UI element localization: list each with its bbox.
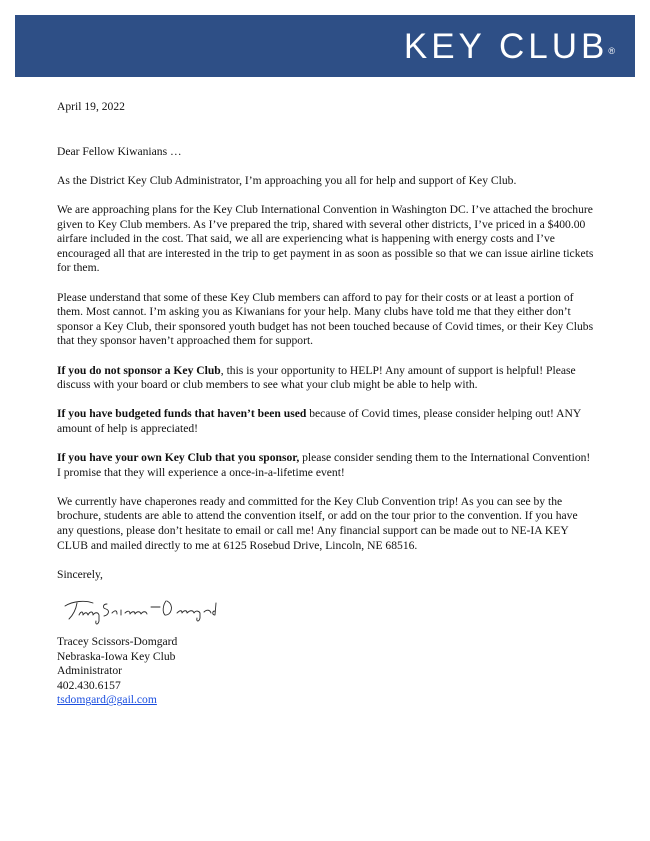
handwritten-signature xyxy=(59,591,219,629)
paragraph-no-sponsor xyxy=(57,364,597,393)
key-club-logo xyxy=(404,27,615,67)
letter-body xyxy=(57,100,597,708)
own-club-heading: If you have your own Key Club that you sponsor, xyxy=(57,451,300,465)
budgeted-funds-text: because of Covid times, please consider helping out! ANY amount of help is appreciated! xyxy=(57,407,581,435)
paragraph-intro: As the District Key Club Administrator, I’m approaching you all for help and support of Key Club. xyxy=(57,173,517,187)
salutation: Dear Fellow Kiwanians … xyxy=(57,144,182,158)
paragraph-own-club xyxy=(57,451,597,480)
own-club-text: please consider sending them to the International Convention! I promise that they will experience a once-in-a-lifetime event! xyxy=(57,451,591,479)
no-sponsor-heading: If you do not sponsor a Key Club xyxy=(57,363,221,377)
signer-organization: Nebraska-Iowa Key Club xyxy=(57,649,176,663)
brand-name: KEY CLUB xyxy=(403,27,609,66)
signer-phone: 402.430.6157 xyxy=(57,678,121,692)
letter-date: April 19, 2022 xyxy=(57,100,125,113)
signer-name: Tracey Scissors-Domgard xyxy=(57,635,178,648)
closing: Sincerely, xyxy=(57,567,103,581)
header-banner xyxy=(15,15,635,77)
budgeted-funds-heading: If you have budgeted funds that haven’t been used xyxy=(57,407,307,421)
paragraph-chaperones: We currently have chaperones ready and committed for the Key Club Convention trip! As you can see by the brochure, students are able to attend the convention itself, or add on the tour prior to the convention. If you have any questions, please don’t hesitate to email or call me! Any financial support can be made out to NE-IA KEY CLUB and mailed directly to me at 6125 Rosebud Drive, Lincoln, NE 68516. xyxy=(57,494,578,552)
paragraph-costs: Please understand that some of these Key Club members can afford to pay for their costs or at least a portion of them. Most cannot. I’m asking you as Kiwanians for your help. Many clubs have told me that they either don’t sponsor a Key Club, their sponsored youth budget has not been touched because of Covid times, or their Key Clubs that they sponsor haven’t approached them for support. xyxy=(57,290,594,348)
signature-block xyxy=(57,635,597,708)
trademark-symbol: ® xyxy=(608,46,615,56)
no-sponsor-text: , this is your opportunity to HELP! Any amount of support is helpful! Please discuss with your board or club members to see what your club might be able to help with. xyxy=(57,363,576,392)
signer-role: Administrator xyxy=(57,664,123,678)
paragraph-convention: We are approaching plans for the Key Club International Convention in Washington DC. I’ve attached the brochure given to Key Club members. As I’ve prepared the trip, shared with several other districts, I’ve priced in a $400.00 airfare included in the cost. That said, we all are experiencing what is happening with energy costs and I’ve encouraged all that are interested in the trip to get payment in as soon as possible so that we can issue airline tickets for them. xyxy=(57,202,594,275)
signer-email-link[interactable]: tsdomgard@gail.com xyxy=(57,693,157,707)
paragraph-budgeted-funds xyxy=(57,407,597,436)
